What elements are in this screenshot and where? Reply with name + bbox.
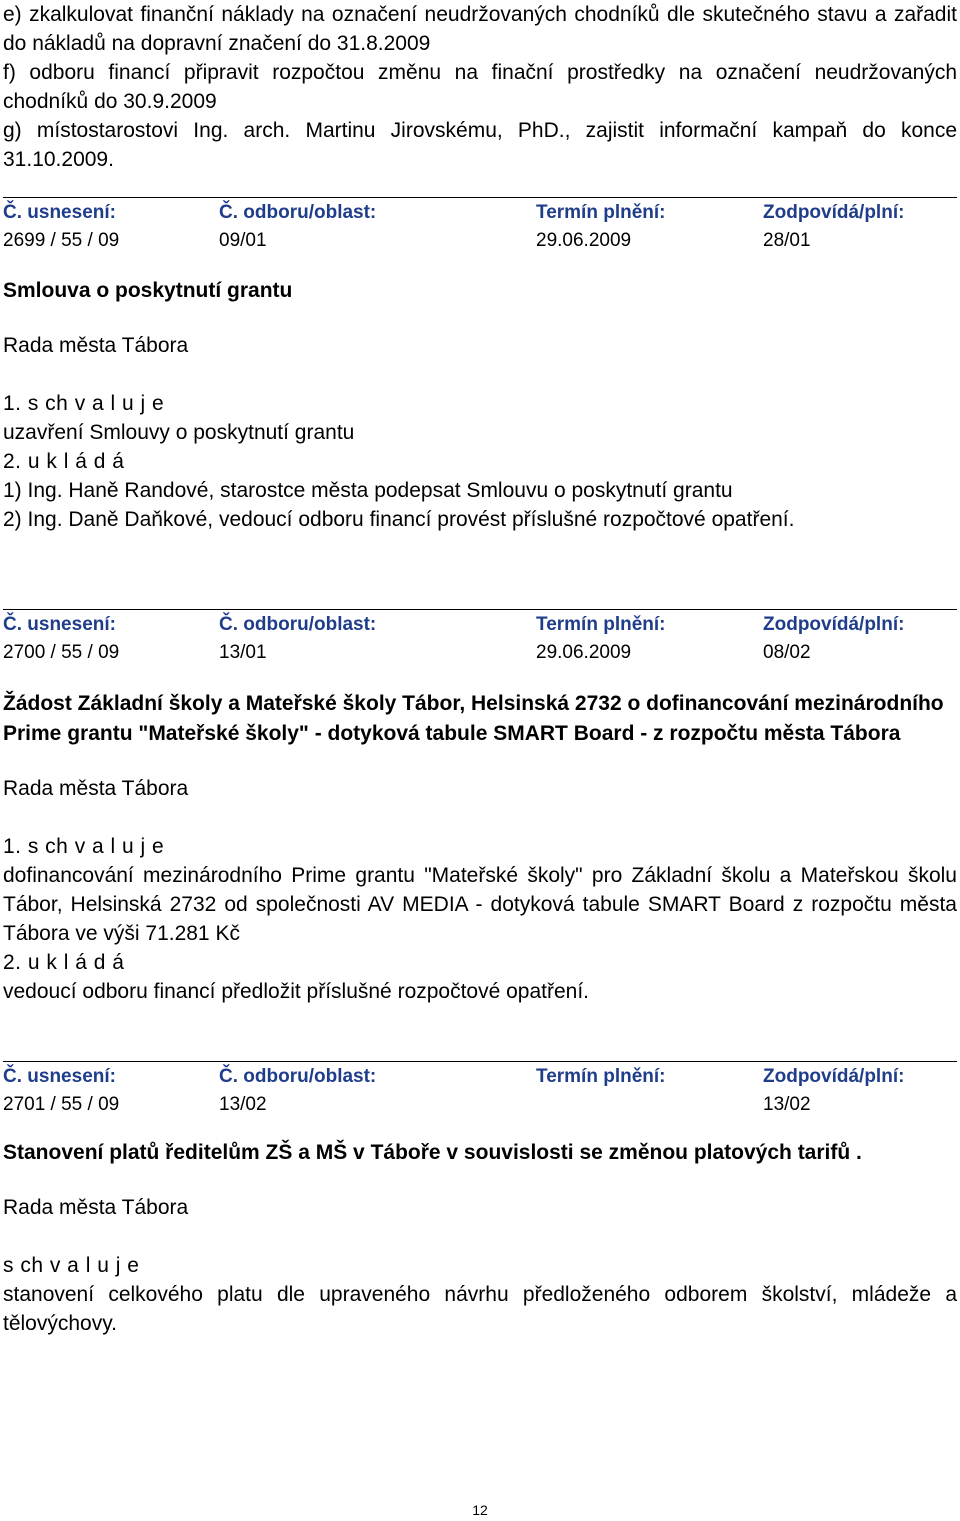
order-text: vedoucí odboru financí předložit příslušné rozpočtové opatření. — [3, 980, 590, 1003]
label-department: Č. odboru/oblast: — [219, 202, 377, 223]
council-name: Rada města Tábora — [3, 1196, 189, 1219]
council-name: Rada města Tábora — [3, 334, 189, 357]
value-department: 13/02 — [219, 1094, 267, 1115]
meta-values — [3, 1090, 957, 1118]
meta-values — [3, 638, 957, 666]
value-resolution: 2701 / 55 / 09 — [3, 1094, 120, 1115]
label-resolution: Č. usnesení: — [3, 1066, 116, 1087]
label-responsible: Zodpovídá/plní: — [763, 614, 905, 635]
resolution-body-2699 — [3, 276, 957, 534]
value-deadline: 29.06.2009 — [536, 642, 632, 663]
label-department: Č. odboru/oblast: — [219, 614, 377, 635]
label-deadline: Termín plnění: — [536, 1066, 666, 1087]
label-resolution: Č. usnesení: — [3, 614, 116, 635]
value-resolution: 2700 / 55 / 09 — [3, 642, 120, 663]
order-keyword: 2. u k l á d á — [3, 450, 125, 473]
resolution-body-2700 — [3, 689, 957, 1006]
label-deadline: Termín plnění: — [536, 202, 666, 223]
label-responsible: Zodpovídá/plní: — [763, 202, 905, 223]
label-department: Č. odboru/oblast: — [219, 1066, 377, 1087]
task-f: f) odboru financí připravit rozpočtou změnu na finační prostředky na označení neudržovaných chodníků do 30.9.2009 — [3, 61, 957, 113]
approve-text: uzavření Smlouvy o poskytnutí grantu — [3, 421, 355, 444]
approve-text: stanovení celkového platu dle upraveného návrhu předloženého odborem školství, mládeže a tělovýchovy. — [3, 1283, 957, 1335]
label-responsible: Zodpovídá/plní: — [763, 1066, 905, 1087]
resolution-meta-2700 — [3, 609, 957, 666]
value-department: 09/01 — [219, 230, 267, 251]
value-responsible: 13/02 — [763, 1094, 811, 1115]
value-responsible: 28/01 — [763, 230, 811, 251]
order-item-1: 1) Ing. Haně Randové, starostce města podepsat Smlouvu o poskytnutí grantu — [3, 479, 733, 502]
approve-keyword: 1. s ch v a l u j e — [3, 392, 165, 415]
council-name: Rada města Tábora — [3, 777, 189, 800]
label-deadline: Termín plnění: — [536, 614, 666, 635]
order-keyword: 2. u k l á d á — [3, 951, 125, 974]
meta-header — [3, 1062, 957, 1090]
resolution-title: Stanovení platů ředitelům ZŠ a MŠ v Táboře v souvislosti se změnou platových tarifů . — [3, 1141, 862, 1164]
task-g: g) místostarostovi Ing. arch. Martinu Jirovskému, PhD., zajistit informační kampaň do konce 31.10.2009. — [3, 119, 957, 171]
resolution-title: Žádost Základní školy a Mateřské školy Tábor, Helsinská 2732 o dofinancování mezinárodního Prime grantu "Mateřské školy" - dotyková tabule SMART Board - z rozpočtu města Tábora — [3, 692, 944, 745]
order-item-2: 2) Ing. Daně Daňkové, vedoucí odboru financí provést příslušné rozpočtové opatření. — [3, 508, 795, 531]
meta-header — [3, 610, 957, 638]
intro-tasks — [3, 0, 957, 174]
task-e: e) zkalkulovat finanční náklady na označení neudržovaných chodníků dle skutečného stavu a zařadit do nákladů na dopravní značení do 31.8.2009 — [3, 3, 957, 55]
value-department: 13/01 — [219, 642, 267, 663]
meta-header — [3, 198, 957, 226]
label-resolution: Č. usnesení: — [3, 202, 116, 223]
meta-values — [3, 226, 957, 254]
approve-keyword: s ch v a l u j e — [3, 1254, 140, 1277]
resolution-body-2701 — [3, 1138, 957, 1338]
resolution-title: Smlouva o poskytnutí grantu — [3, 279, 293, 302]
value-deadline: 29.06.2009 — [536, 230, 632, 251]
value-responsible: 08/02 — [763, 642, 811, 663]
resolution-meta-2701 — [3, 1061, 957, 1118]
approve-text: dofinancování mezinárodního Prime grantu "Mateřské školy" pro Základní školu a Mateřskou školu Tábor, Helsinská 2732 od společnosti AV MEDIA - dotyková tabule SMART Board z rozpočtu města Tábora ve výši 71.281 Kč — [3, 864, 957, 945]
value-resolution: 2699 / 55 / 09 — [3, 230, 120, 251]
resolution-meta-2699 — [3, 197, 957, 254]
page-number: 12 — [472, 1502, 488, 1518]
approve-keyword: 1. s ch v a l u j e — [3, 835, 165, 858]
